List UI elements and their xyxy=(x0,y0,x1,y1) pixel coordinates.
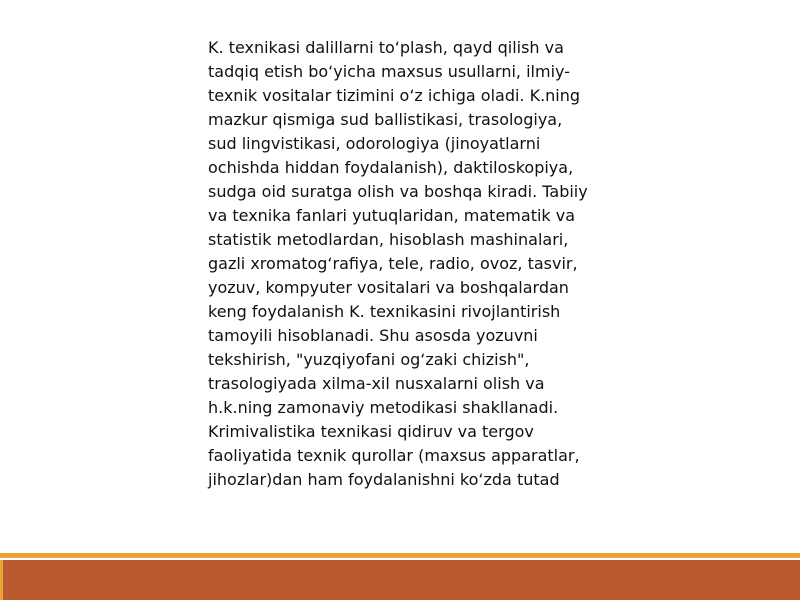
body-line: K. texnikasi dalillarni to‘plash, qayd qilish va xyxy=(208,38,564,57)
footer-band xyxy=(0,560,800,600)
body-line: jihozlar)dan ham foydalanishni ko‘zda tutad xyxy=(208,470,560,489)
body-line: sud lingvistikasi, odorologiya (jinoyatlarni xyxy=(208,134,541,153)
body-line: texnik vositalar tizimini o‘z ichiga oladi. K.ning xyxy=(208,86,581,105)
body-line: trasologiyada xilma-xil nusxalarni olish va xyxy=(208,374,545,393)
body-line: keng foydalanish K. texnikasini rivojlantirish xyxy=(208,302,561,321)
body-line: Krimivalistika texnikasi qidiruv va tergov xyxy=(208,422,534,441)
slide-body-text xyxy=(208,36,608,492)
accent-stripe-top xyxy=(0,553,800,558)
body-line: statistik metodlardan, hisoblash mashinalari, xyxy=(208,230,569,249)
body-line: tekshirish, "yuzqiyofani og‘zaki chizish", xyxy=(208,350,530,369)
body-line: mazkur qismiga sud ballistikasi, trasologiya, xyxy=(208,110,563,129)
body-line: h.k.ning zamonaviy metodikasi shakllanadi. xyxy=(208,398,559,417)
body-line: va texnika fanlari yutuqlaridan, matematik va xyxy=(208,206,576,225)
body-line: gazli xromatog‘rafiya, tele, radio, ovoz, tasvir, xyxy=(208,254,578,273)
body-line: tadqiq etish bo‘yicha maxsus usullarni, ilmiy- xyxy=(208,62,570,81)
body-line: faoliyatida texnik qurollar (maxsus apparatlar, xyxy=(208,446,580,465)
footer-band-edge xyxy=(0,560,3,600)
body-line: ochishda hiddan foydalanish), daktiloskopiya, xyxy=(208,158,574,177)
body-line: sudga oid suratga olish va boshqa kiradi. Tabiiy xyxy=(208,182,588,201)
body-line: yozuv, kompyuter vositalari va boshqalardan xyxy=(208,278,569,297)
body-line: tamoyili hisoblanadi. Shu asosda yozuvni xyxy=(208,326,538,345)
